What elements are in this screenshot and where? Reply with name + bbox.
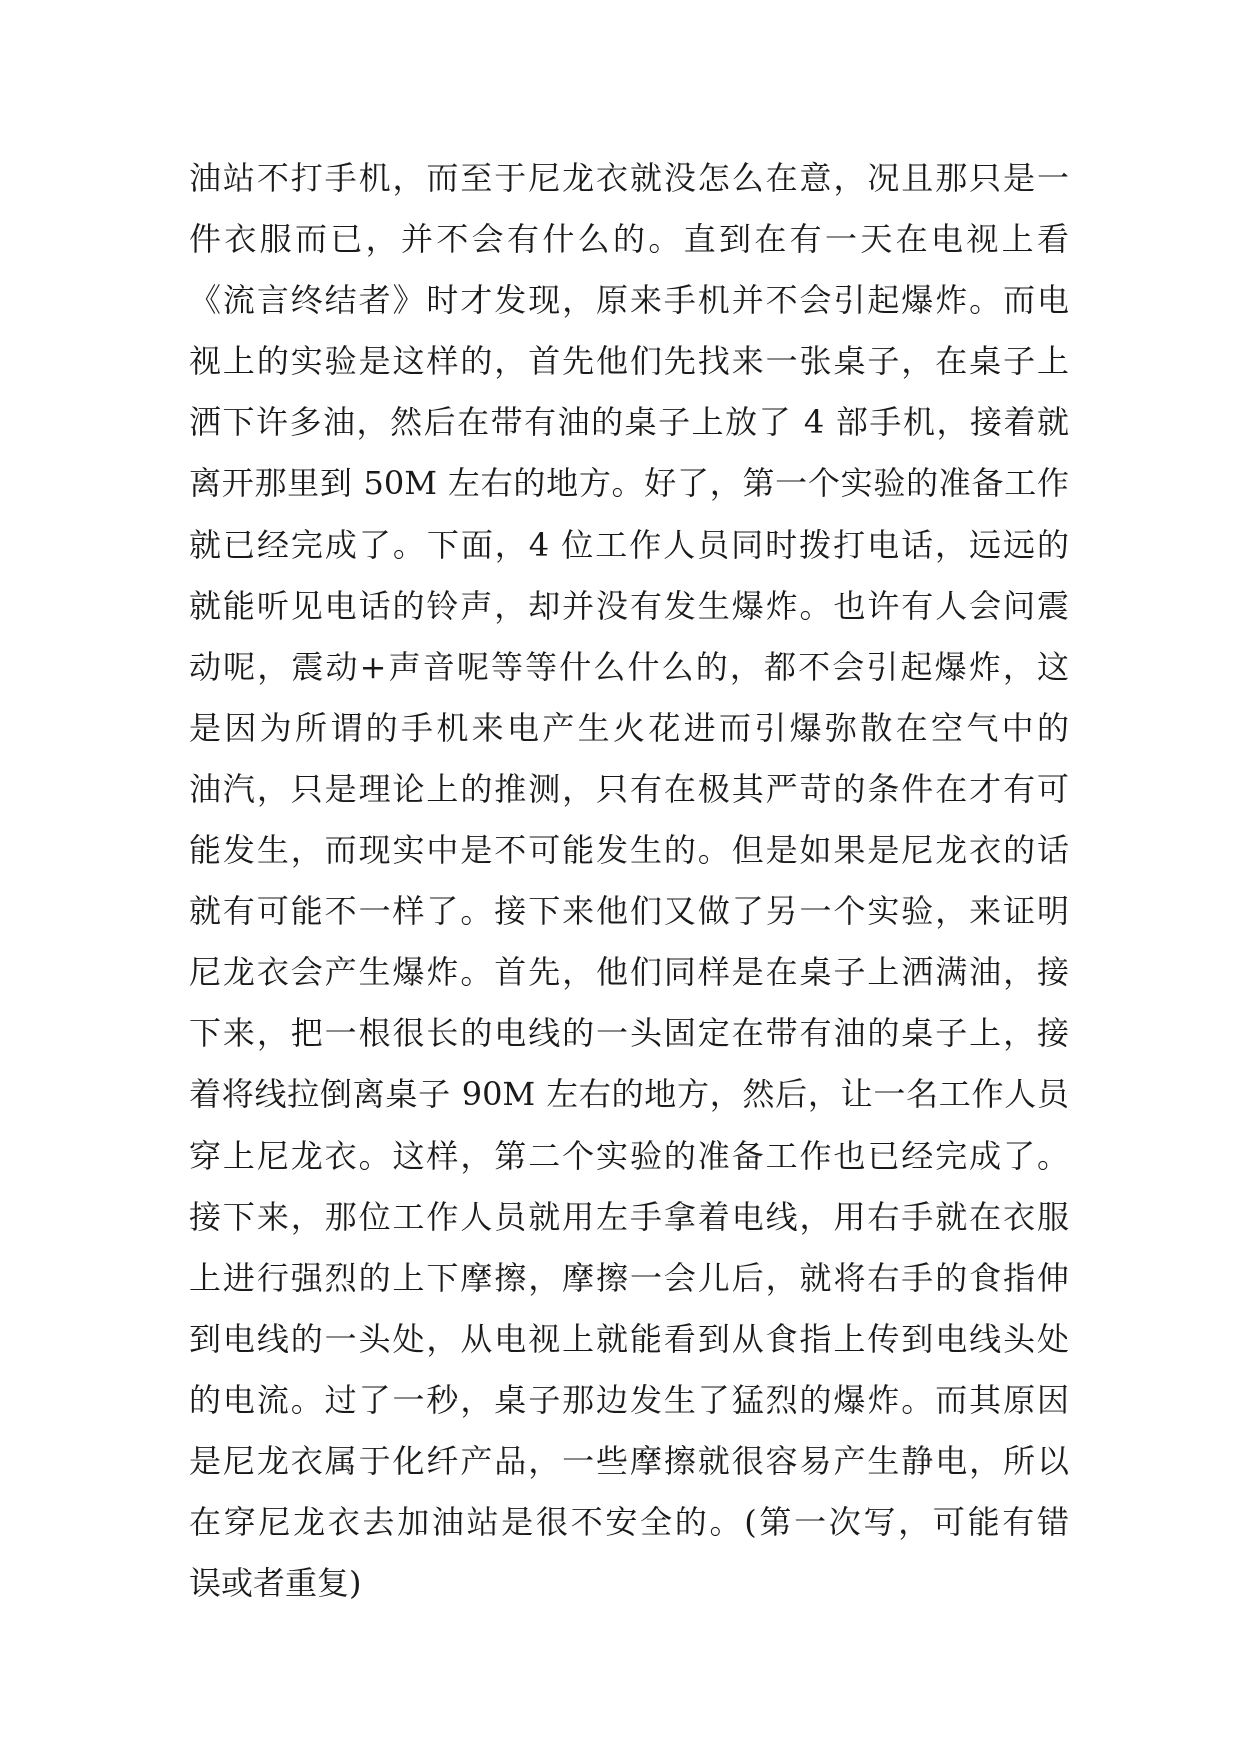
text-line: 接下来，那位工作人员就用左手拿着电线，用右手就在衣服 xyxy=(189,1197,1069,1236)
text-line: 就有可能不一样了。接下来他们又做了另一个实验，来证明 xyxy=(189,892,1069,931)
text-line: 着将线拉倒离桌子 90M 左右的地方，然后，让一名工作人员 xyxy=(189,1075,1069,1114)
body-text xyxy=(189,148,1069,1614)
text-line: 的电流。过了一秒，桌子那边发生了猛烈的爆炸。而其原因 xyxy=(189,1380,1069,1419)
text-line: 就能听见电话的铃声，却并没有发生爆炸。也许有人会问震 xyxy=(189,586,1069,625)
text-line: 《流言终结者》时才发现，原来手机并不会引起爆炸。而电 xyxy=(189,281,1069,320)
text-line: 动呢，震动+声音呢等等什么什么的，都不会引起爆炸，这 xyxy=(189,647,1069,686)
text-line: 尼龙衣会产生爆炸。首先，他们同样是在桌子上洒满油，接 xyxy=(189,953,1069,992)
text-line: 件衣服而已，并不会有什么的。直到在有一天在电视上看 xyxy=(189,220,1069,259)
text-line: 下来，把一根很长的电线的一头固定在带有油的桌子上，接 xyxy=(189,1014,1069,1053)
text-line: 离开那里到 50M 左右的地方。好了，第一个实验的准备工作 xyxy=(189,464,1069,503)
text-line: 油汽，只是理论上的推测，只有在极其严苛的条件在才有可 xyxy=(189,769,1069,808)
text-line: 是尼龙衣属于化纤产品，一些摩擦就很容易产生静电，所以 xyxy=(189,1441,1069,1480)
text-line: 洒下许多油，然后在带有油的桌子上放了 4 部手机，接着就 xyxy=(189,403,1069,442)
text-line: 穿上尼龙衣。这样，第二个实验的准备工作也已经完成了。 xyxy=(189,1136,1069,1175)
text-line: 到电线的一头处，从电视上就能看到从食指上传到电线头处 xyxy=(189,1319,1069,1358)
text-line: 视上的实验是这样的，首先他们先找来一张桌子，在桌子上 xyxy=(189,342,1069,381)
text-line: 上进行强烈的上下摩擦，摩擦一会儿后，就将右手的食指伸 xyxy=(189,1258,1069,1297)
text-line: 就已经完成了。下面，4 位工作人员同时拨打电话，远远的 xyxy=(189,525,1069,564)
text-line: 是因为所谓的手机来电产生火花进而引爆弥散在空气中的 xyxy=(189,708,1069,747)
text-line: 能发生，而现实中是不可能发生的。但是如果是尼龙衣的话 xyxy=(189,831,1069,870)
text-line: 油站不打手机，而至于尼龙衣就没怎么在意，况且那只是一 xyxy=(189,159,1069,197)
text-line: 在穿尼龙衣去加油站是很不安全的。(第一次写，可能有错 xyxy=(189,1503,1069,1542)
text-line: 误或者重复) xyxy=(189,1564,362,1603)
